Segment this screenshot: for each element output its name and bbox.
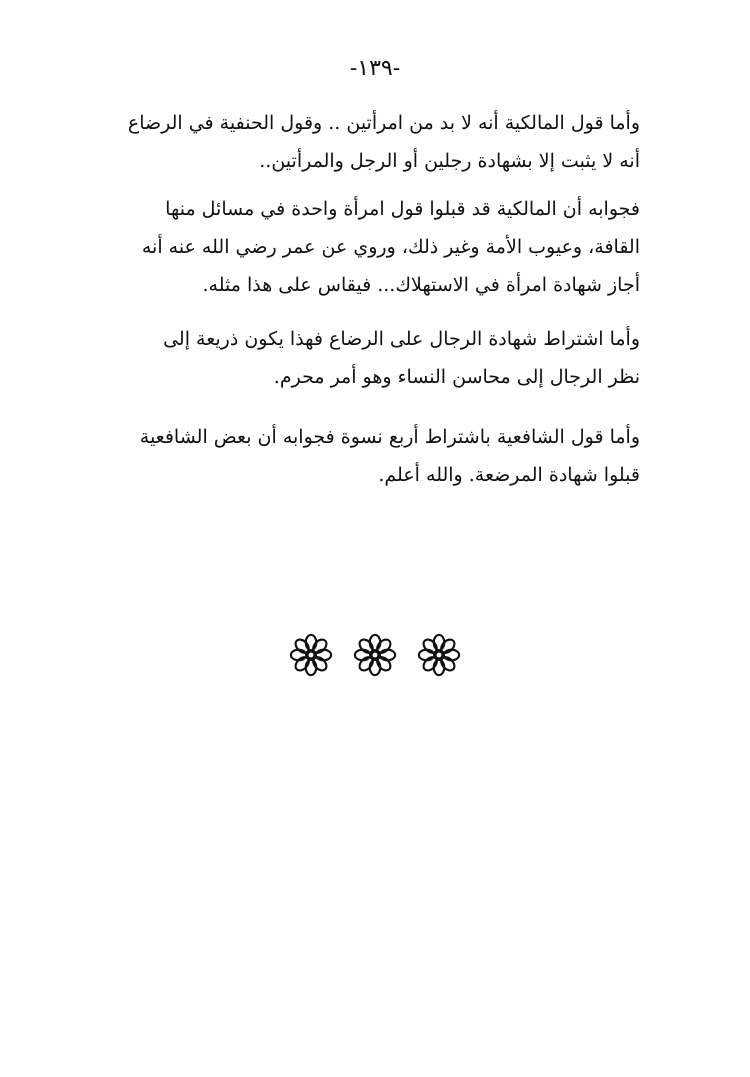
paragraph-line: أجاز شهادة امرأة في الاستهلاك... فيقاس على هذا مثله. [202,274,640,296]
paragraph-1 [104,104,640,180]
paragraph-2 [104,190,640,304]
paragraph-line: نظر الرجال إلى محاسن النساء وهو أمر محرم. [273,366,640,388]
paragraph-line: فجوابه أن المالكية قد قبلوا قول امرأة واحدة في مسائل منها [165,198,640,220]
ornament-divider [0,632,750,678]
paragraph-line: قبلوا شهادة المرضعة. والله أعلم. [378,464,640,486]
paragraph-line: وأما اشتراط شهادة الرجال على الرضاع فهذا يكون ذريعة إلى [163,328,640,350]
page-number: -١٣٩- [349,56,401,81]
flower-ornament-icon [288,632,334,678]
paragraph-line: أنه لا يثبت إلا بشهادة رجلين أو الرجل والمرأتين.. [259,150,640,172]
paragraph-line: وأما قول المالكية أنه لا بد من امرأتين .. وقول الحنفية في الرضاع [127,112,640,134]
flower-ornament-icon [352,632,398,678]
paragraph-4 [104,418,640,494]
flower-ornament-icon [416,632,462,678]
paragraph-3 [104,320,640,396]
paragraph-line: القافة، وعيوب الأمة وغير ذلك، وروي عن عمر رضي الله عنه أنه [141,236,640,258]
paragraph-line: وأما قول الشافعية باشتراط أربع نسوة فجوابه أن بعض الشافعية [139,426,640,448]
